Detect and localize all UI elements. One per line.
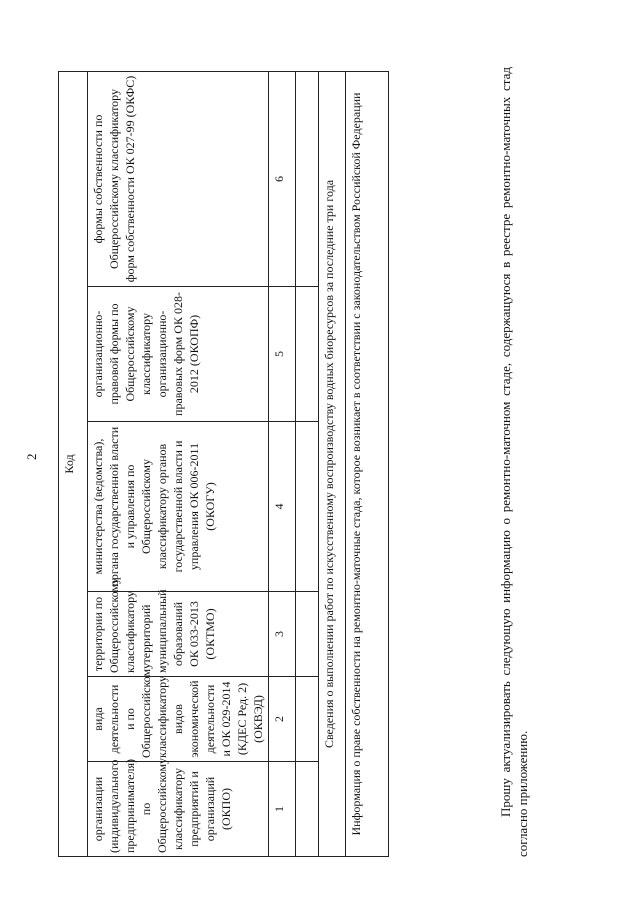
empty-row <box>296 71 319 856</box>
closing-paragraph <box>497 67 531 857</box>
column-header-okved: вида деятельности и по Общероссийскому классификатору видов экономической деятельности и ОК 029-2014 (КДЕС Ред. 2) (ОКВЭД) <box>88 677 269 762</box>
column-numbers-row <box>269 71 296 856</box>
page-number: 2 <box>24 453 39 460</box>
codes-table <box>58 71 389 857</box>
empty-cell <box>296 592 319 677</box>
column-number-1: 1 <box>269 762 296 857</box>
column-header-okfs: формы собственности по Общероссийскому классификатору форм собственности ОК 027-99 (ОКФС) <box>88 71 269 286</box>
column-number-4: 4 <box>269 422 296 592</box>
column-number-5: 5 <box>269 287 296 422</box>
column-number-2: 2 <box>269 677 296 762</box>
column-headers-row <box>88 71 269 856</box>
empty-cell <box>296 287 319 422</box>
section-works-info: Сведения о выполнении работ по искусственному воспроизводству водных биоресурсов за последние три года <box>319 71 346 856</box>
kod-header: Код <box>59 71 88 856</box>
empty-cell <box>296 762 319 857</box>
empty-cell <box>296 677 319 762</box>
column-header-oktmo: территории по Общероссийскому классификатору территорий муниципальный образований ОК 033-2013 (ОКТМО) <box>88 592 269 677</box>
column-header-okogu: министерства (ведомства), органа государственной власти и управления по Общероссийскому классификатору органов государственной власти и управления ОК 006-2011 (ОКОГУ) <box>88 422 269 592</box>
empty-cell <box>296 422 319 592</box>
closing-text: Прошу актуализировать следующую информацию о ремонтно-маточном стаде, содержащуюся в реестре ремонтно-маточных стад согласно приложению. <box>498 67 530 857</box>
column-header-okpo: организации (индивидуального предпринимателя) по Общероссийскому классификатору предприятий и организаций (ОКПО) <box>88 762 269 857</box>
column-header-okopf: организационно-правовой формы по Общероссийскому классификатору организационно-правовых форм ОК 028-2012 (ОКОПФ) <box>88 287 269 422</box>
column-number-3: 3 <box>269 592 296 677</box>
section-ownership-info: Информация о праве собственности на ремонтно-маточные стада, которое возникает в соответствии с законодательством Российской Федерации <box>346 71 389 856</box>
empty-cell <box>296 71 319 286</box>
column-number-6: 6 <box>269 71 296 286</box>
